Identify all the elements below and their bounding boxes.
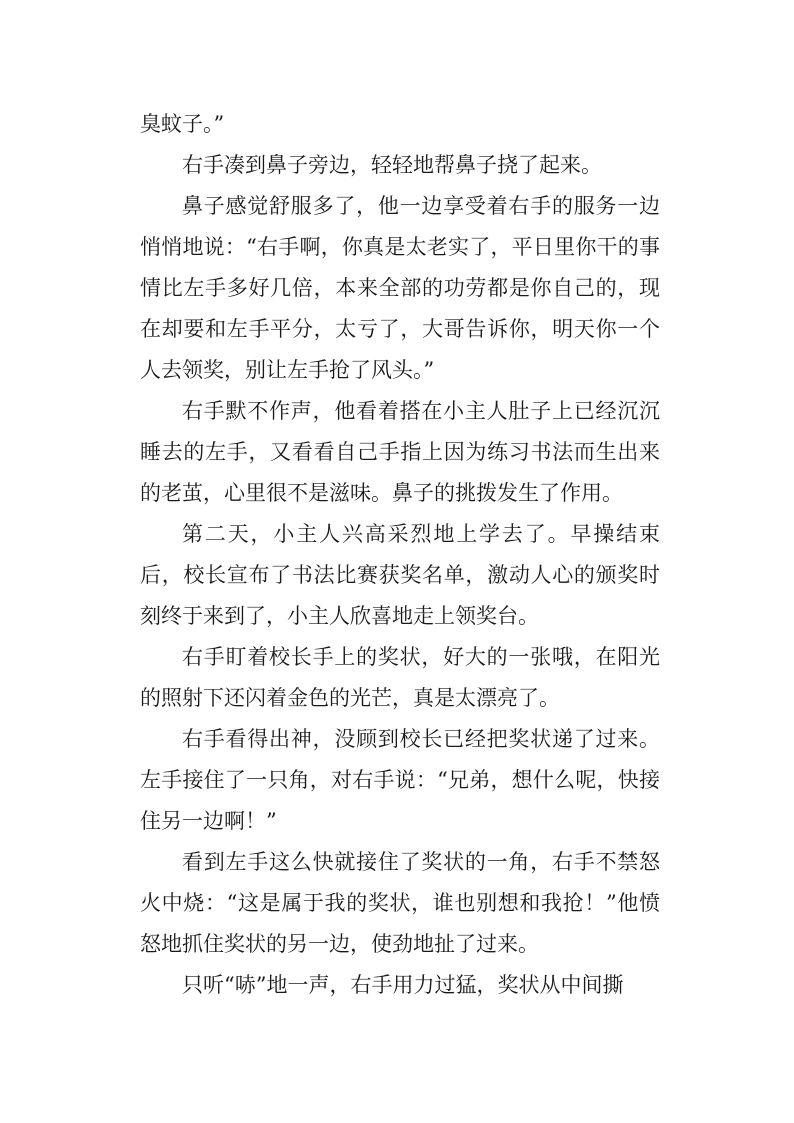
paragraph-4: 右手默不作声，他看着搭在小主人肚子上已经沉沉睡去的左手，又看看自己手指上因为练习书法而生出来的老茧，心里很不是滋味。鼻子的挑拨发生了作用。 (140, 399, 660, 505)
paragraph-2: 右手凑到鼻子旁边，轻轻地帮鼻子挠了起来。 (182, 153, 602, 177)
story-text (140, 104, 660, 1006)
paragraph-5: 第二天，小主人兴高采烈地上学去了。早操结束后，校长宣布了书法比赛获奖名单，激动人心的颁奖时刻终于来到了，小主人欣喜地走上领奖台。 (140, 522, 660, 628)
paragraph-3: 鼻子感觉舒服多了，他一边享受着右手的服务一边悄悄地说：“右手啊，你真是太老实了，平日里你干的事情比左手多好几倍，本来全部的功劳都是你自己的，现在却要和左手平分，太亏了，大哥告诉你，明天你一个人去领奖，别让左手抢了风头。” (140, 194, 660, 382)
paragraph-1: 臭蚊子。” (140, 112, 225, 136)
paragraph-6: 右手盯着校长手上的奖状，好大的一张哦，在阳光的照射下还闪着金色的光芒，真是太漂亮了。 (140, 645, 660, 710)
paragraph-9: 只听“哧”地一声，右手用力过猛，奖状从中间撕 (182, 973, 624, 997)
paragraph-7: 右手看得出神，没顾到校长已经把奖状递了过来。左手接住了一只角，对右手说：“兄弟，想什么呢，快接住另一边啊！” (140, 727, 660, 833)
paragraph-8: 看到左手这么快就接住了奖状的一角，右手不禁怒火中烧：“这是属于我的奖状，谁也别想和我抢！”他愤怒地抓住奖状的另一边，使劲地扯了过来。 (140, 850, 660, 956)
